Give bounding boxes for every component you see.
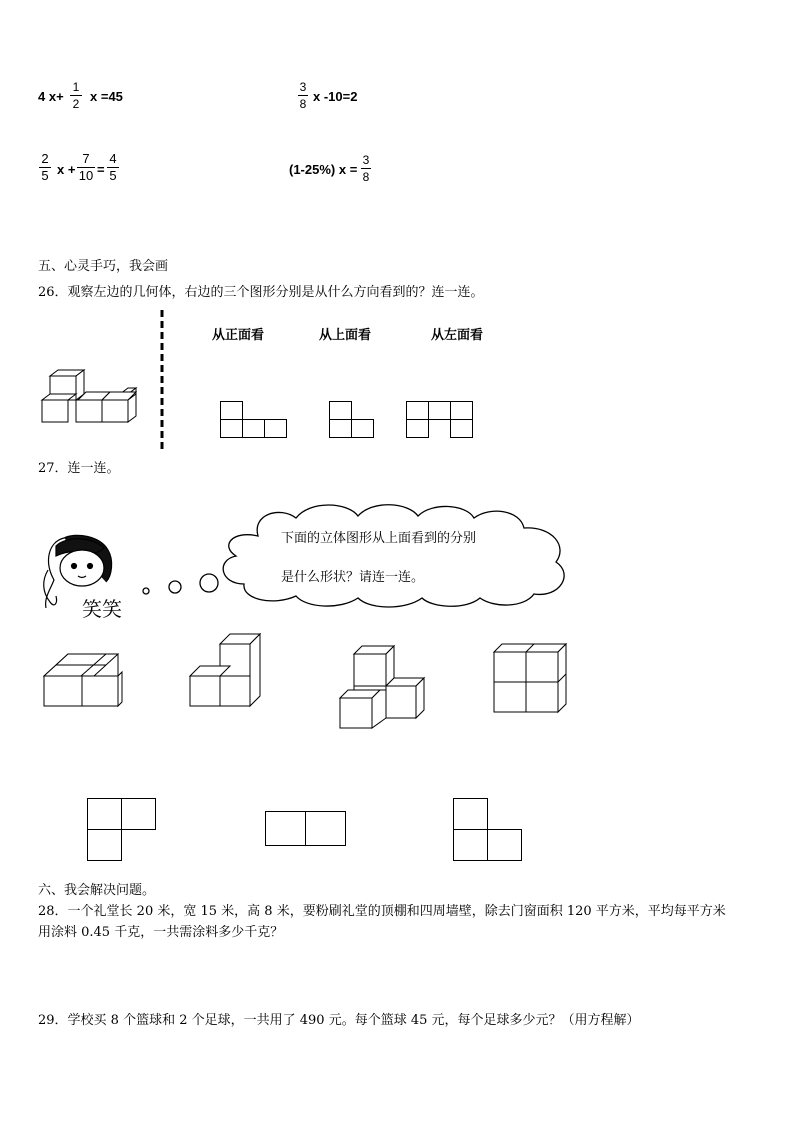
eq1-coef: 4 xyxy=(38,89,46,104)
eq4-lhs: (1-25%) xyxy=(289,162,336,177)
equation-4 xyxy=(289,162,357,177)
eq2-frac-den: 8 xyxy=(299,97,307,111)
q29-text: 29．学校买 8 个篮球和 2 个足球，一共用了 490 元。每个篮球 45 元，每个足球多少元？（用方程解） xyxy=(38,1013,640,1028)
solid-1 xyxy=(42,650,124,708)
equation-1 xyxy=(38,89,64,104)
eq4-equals: = xyxy=(349,162,358,177)
eq3-f3-num: 4 xyxy=(109,151,117,166)
equation-3-eq xyxy=(97,162,105,177)
eq3-f3-den: 5 xyxy=(109,168,117,183)
eq4-fraction xyxy=(361,153,371,184)
eq1-var2: x xyxy=(90,89,98,104)
eq3-f2-den: 10 xyxy=(78,168,94,183)
q27-text: 27．连一连。 xyxy=(38,461,120,476)
eq3-f1-den: 5 xyxy=(41,168,49,183)
equation-1-rhs xyxy=(90,89,123,104)
q26-view-3 xyxy=(406,401,474,439)
section6-heading: 六、我会解决问题。 xyxy=(38,883,156,898)
eq3-var: x xyxy=(57,162,65,177)
eq3-fraction-3 xyxy=(107,152,119,183)
q26-solid-figure xyxy=(40,368,140,424)
eq3-f1-num: 2 xyxy=(41,151,49,166)
cloud-text-line1: 下面的立体图形从上面看到的分别 xyxy=(281,531,477,546)
solid-4 xyxy=(492,642,570,714)
equation-2 xyxy=(313,89,357,104)
eq1-plus: + xyxy=(56,89,64,104)
eq1-rhs: =45 xyxy=(100,89,123,104)
eq4-frac-bar xyxy=(361,168,371,169)
eq2-frac-bar xyxy=(298,95,308,96)
eq3-fraction-2 xyxy=(77,152,95,183)
eq4-frac-den: 8 xyxy=(362,170,370,184)
q26-view-1 xyxy=(220,401,288,439)
speech-cloud xyxy=(218,500,576,608)
eq4-frac-num: 3 xyxy=(362,153,370,167)
q28-line1: 28．一个礼堂长 20 米，宽 15 米，高 8 米，要粉刷礼堂的顶棚和四周墙壁，除去门窗面积 120 平方米，平均每平方米 xyxy=(38,904,726,919)
top-view-1 xyxy=(87,798,157,862)
eq3-equals: = xyxy=(97,162,105,177)
eq1-frac-bar xyxy=(70,95,82,96)
girl-name: 笑笑 xyxy=(82,597,122,621)
section5-heading: 五、心灵手巧，我会画 xyxy=(38,259,169,274)
solid-2 xyxy=(188,632,266,708)
eq3-plus: + xyxy=(67,162,76,177)
view-label-top: 从上面看 xyxy=(319,328,372,343)
q26-view-2 xyxy=(329,401,377,439)
q28-line2: 用涂料 0.45 千克，一共需涂料多少千克？ xyxy=(38,925,284,940)
eq3-f2-num: 7 xyxy=(82,151,90,166)
equation-3-mid xyxy=(57,162,75,177)
solid-3 xyxy=(338,644,428,730)
eq1-frac-den: 2 xyxy=(72,97,80,111)
q26-text: 26．观察左边的几何体，右边的三个图形分别是从什么方向看到的？连一连。 xyxy=(38,285,484,300)
q26-dashed-divider xyxy=(160,310,164,452)
view-label-left: 从左面看 xyxy=(431,328,484,343)
top-view-2 xyxy=(265,811,347,847)
eq4-var: x xyxy=(338,162,347,177)
view-label-front: 从正面看 xyxy=(212,328,265,343)
eq1-fraction xyxy=(70,80,82,111)
eq1-frac-num: 1 xyxy=(72,80,80,94)
eq2-frac-num: 3 xyxy=(299,80,307,94)
eq2-tail: x -10=2 xyxy=(313,89,358,104)
cloud-text-line2: 是什么形状？请连一连。 xyxy=(281,570,425,585)
top-view-3 xyxy=(453,798,523,862)
eq1-var: x xyxy=(48,89,57,104)
eq2-fraction xyxy=(298,80,308,111)
eq3-fraction-1 xyxy=(39,152,51,183)
thought-bubbles xyxy=(138,570,222,600)
